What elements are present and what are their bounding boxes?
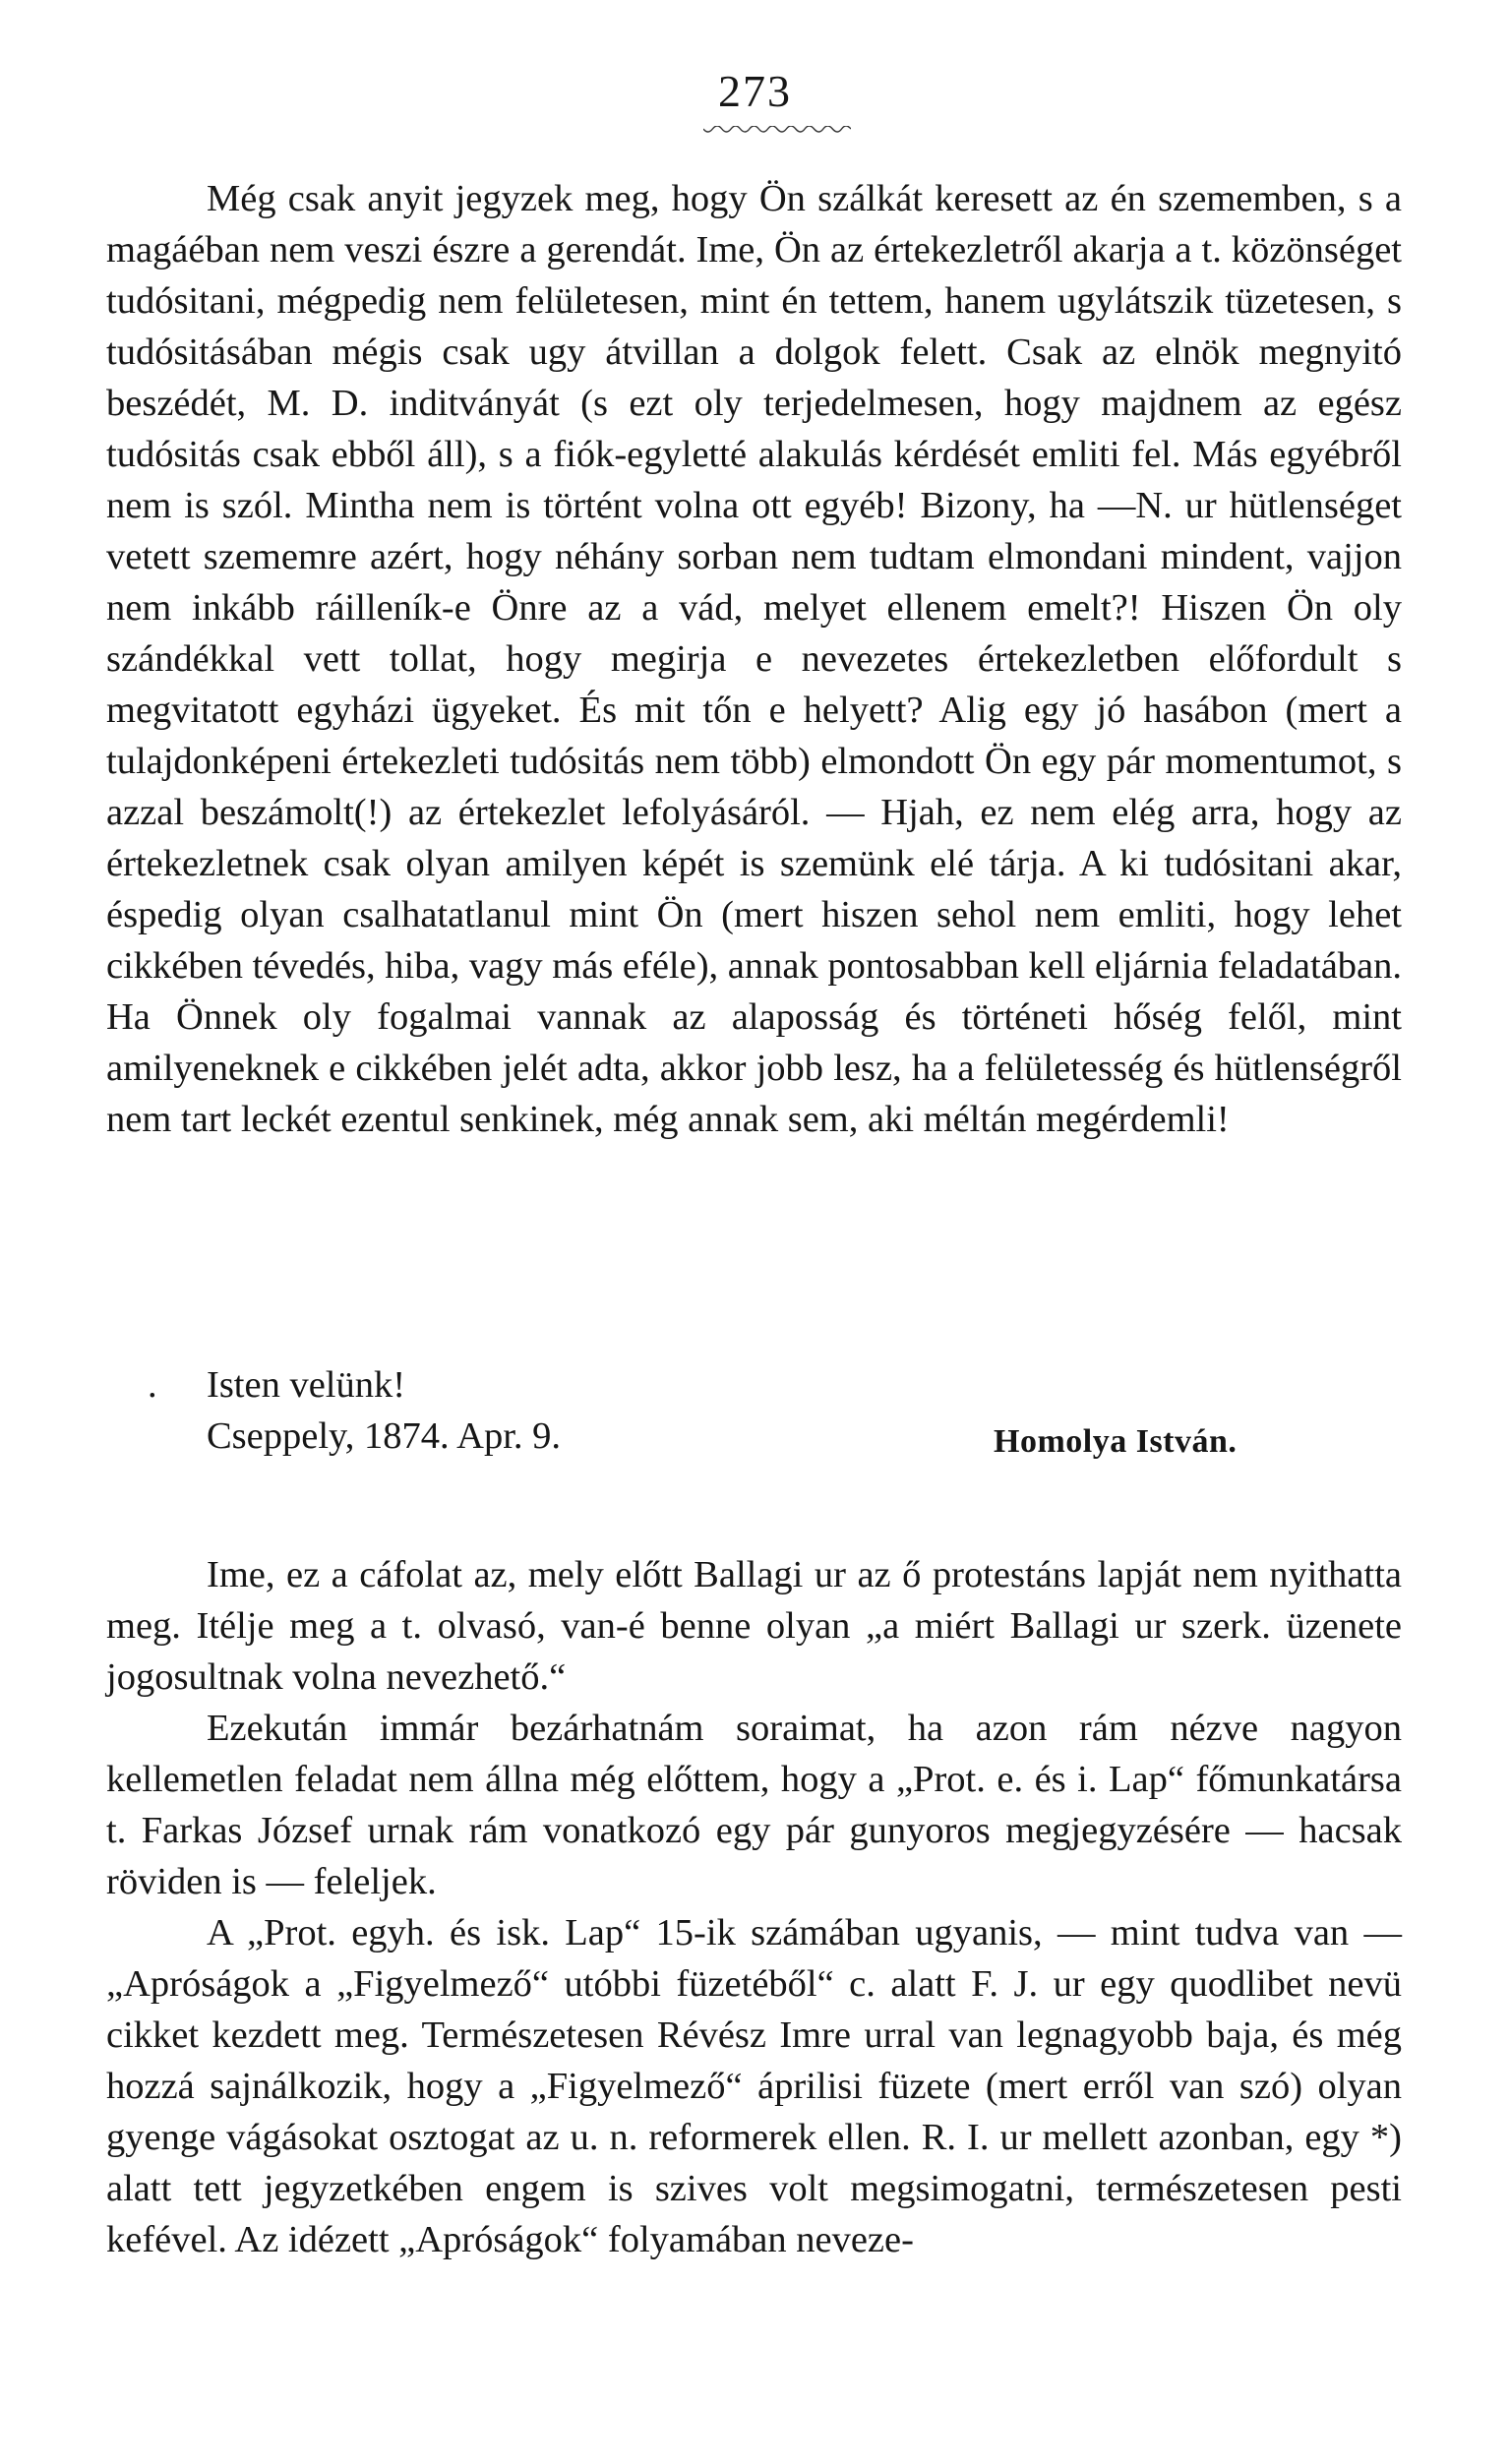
paragraph: Ezekután immár bezárhatnám soraimat, ha azon rám nézve nagyon kellemetlen feladat nem állna még előttem, hogy a „Prot. e. és i. Lap“ főmunkatársa t. Farkas József urnak rám vonatkozó egy pár gunyoros megjegyzésére — hacsak röviden is — feleljek.: [106, 1708, 1402, 1902]
text-block-second: [106, 1549, 1402, 2265]
page-number-ornament: [703, 126, 851, 136]
paragraph: A „Prot. egyh. és isk. Lap“ 15-ik számában ugyanis, — mint tudva van — „Apróságok a „Figyelmező“ utóbbi füzetéből“ c. alatt F. J. ur egy quodlibet nevü cikket kezdett meg. Természetesen Révész Imre urral van legnagyobb baja, és még hozzá sajnálkozik, hogy a „Figyelmező“ áprilisi füzete (mert erről van szó) olyan gyenge vágásokat osztogat az u. n. reformerek ellen. R. I. ur mellett azonban, egy *) alatt tett jegyzetkében engem is szives volt megsimogatni, természetesen pesti kefével. Az idézett „Apróságok“ folyamában neveze-: [106, 1912, 1402, 2260]
place-date-line: Cseppely, 1874. Apr. 9.: [207, 1415, 562, 1457]
author-signature: Homolya István.: [994, 1423, 1238, 1460]
margin-dot: .: [148, 1364, 157, 1406]
paragraph: Még csak anyit jegyzek meg, hogy Ön szálkát keresett az én szememben, s a magáéban nem veszi észre a gerendát. Ime, Ön az értekezletről akarja a t. közönséget tudósitani, mégpedig nem felületesen, mint én tettem, hanem ugylátszik tüzetesen, s tudósitásában mégis csak ugy átvillan a dolgok felett. Csak az elnök megnyitó beszédét, M. D. inditványát (s ezt oly terjedelmesen, hogy majdnem az egész tudósitás csak ebből áll), s a fiók-egyletté alakulás kérdését emliti fel. Más egyébről nem is szól. Mintha nem is történt volna ott egyéb! Bizony, ha —N. ur hütlenséget vetett szememre azért, hogy néhány sorban nem tudtam elmondani mindent, vajjon nem inkább ráilleník-e Önre az a vád, melyet ellenem emelt?! Hiszen Ön oly szándékkal vett tollat, hogy megirja e nevezetes értekezletben előfordult s megvitatott egyházi ügyeket. És mit tőn e helyett? Alig egy jó hasábon (mert a tulajdonképeni értekezleti tudósitás nem több) elmondott Ön egy pár momentumot, s azzal beszámolt(!) az értekezlet lefolyásáról. — Hjah, ez nem elég arra, hogy az értekezletnek csak olyan amilyen képét is szemünk elé tárja. A ki tudósitani akar, éspedig olyan csalhatatlanul mint Ön (mert hiszen sehol nem emliti, hogy lehet cikkében tévedés, hiba, vagy más eféle), annak pontosabban kell eljárnia feladatában. Ha Önnek oly fogalmai vannak az alaposság és történeti hőség felől, mint amilyeneknek e cikkében jelét adta, akkor jobb lesz, ha a felületesség és hütlenségről nem tart leckét ezentul senkinek, még annak sem, aki méltán megérdemli!: [106, 178, 1402, 1140]
page-number: 273: [718, 66, 792, 116]
farewell-line: Isten velünk!: [207, 1364, 406, 1406]
text-block-first: [106, 173, 1402, 1145]
paragraph: Ime, ez a cáfolat az, mely előtt Ballagi ur az ő protestáns lapját nem nyithatta meg. Itélje meg a t. olvasó, van-é benne olyan „a miért Ballagi ur szerk. üzenete jogosultnak volna nevezhető.“: [106, 1554, 1402, 1698]
